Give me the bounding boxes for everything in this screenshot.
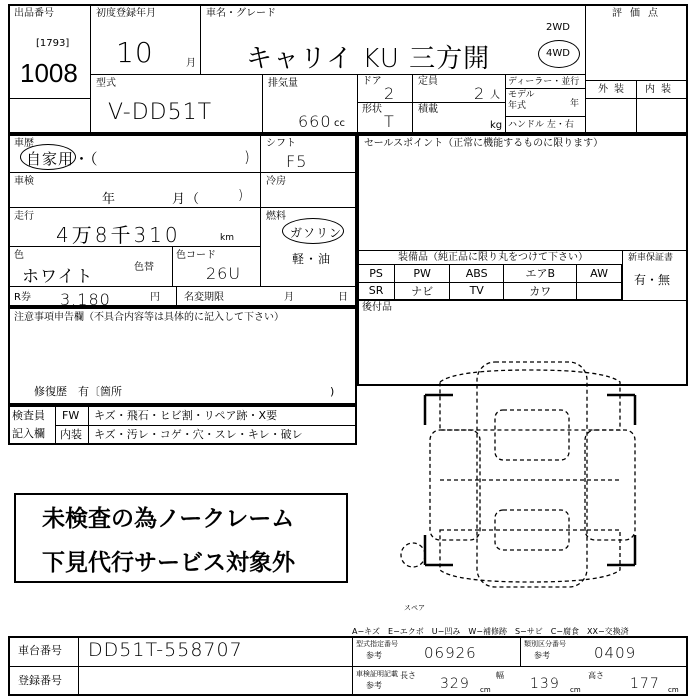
sales-point-label: セールスポイント（正常に機能するものに限ります） (364, 138, 604, 149)
length-label: 長さ (400, 671, 416, 680)
repaint-label: 色替 (134, 262, 154, 273)
equip-leather: カワ (504, 282, 577, 300)
model-year-label: モデル (508, 90, 535, 100)
lot-number-label: 出品番号 (14, 8, 54, 19)
equip-tv: TV (449, 282, 503, 300)
divider (357, 74, 358, 134)
drive-4wd-circle (538, 40, 580, 68)
car-rear-outline (440, 530, 620, 582)
stamp-line2: 下見代行サービス対象外 (42, 549, 295, 575)
divider (520, 636, 521, 666)
equip-empty (577, 282, 622, 300)
recycle-value: 3,180 (60, 290, 111, 309)
divider (636, 80, 637, 134)
warranty-value: 有・無 (634, 273, 671, 287)
divider (585, 4, 586, 134)
length-value: 329 (440, 676, 470, 692)
chassis-label: 車台番号 (18, 644, 62, 657)
shift-value: F5 (286, 152, 308, 171)
capacity-unit: 人 (490, 90, 500, 101)
equip-ps: PS (358, 265, 395, 283)
int-text: キズ・汚レ・コゲ・穴・スレ・キレ・破レ (94, 428, 303, 441)
height-value: 177 (630, 676, 660, 692)
fuel-diesel: 軽・油 (292, 252, 332, 266)
color-value: ホワイト (22, 267, 94, 287)
color-code-label: 色コード (176, 250, 216, 261)
equip-sr: SR (358, 282, 395, 300)
inspection-label: 車検 (14, 176, 34, 187)
capacity-label: 定員 (418, 76, 438, 87)
damage-legend: A−キズ E−エクボ U−凹み W−補修跡 S−サビ C−腐食 XX−交換済 (352, 627, 629, 636)
exterior-label: 外装 (598, 84, 630, 95)
divider (412, 74, 413, 134)
divider (357, 300, 688, 301)
equip-navi: ナビ (395, 282, 450, 300)
fw-text: キズ・飛石・ヒビ割・リペア跡・X要 (94, 409, 278, 422)
door-label: ドア (362, 76, 382, 87)
month-unit: 月 (186, 58, 196, 69)
mileage-value: 4万8千310 (56, 223, 181, 247)
fuel-gas: ガソリン (290, 226, 343, 240)
vin-label: 参考 (366, 681, 382, 690)
ac-label: 冷房 (266, 176, 286, 187)
divider (78, 636, 79, 696)
first-registration-label: 初度登録年月 (96, 8, 156, 19)
lot-number: 1008 (20, 58, 78, 88)
kg-unit: kg (490, 120, 503, 131)
reg-label: 登録番号 (18, 674, 62, 687)
divider (352, 636, 353, 696)
divider (8, 207, 357, 208)
corner-mark (425, 395, 453, 425)
divider (8, 666, 688, 667)
fuel-label: 燃料 (266, 211, 286, 222)
recycle-label: R券 (14, 292, 31, 303)
model-year-label: 年式 (508, 101, 527, 111)
dealer-label: ディーラー・並行 (508, 77, 580, 87)
inspector-label: 記入欄 (12, 427, 45, 440)
divider (200, 4, 201, 74)
mileage-label: 走行 (14, 211, 34, 222)
cc-unit: cc (334, 118, 345, 129)
after-parts-label: 後付品 (362, 302, 392, 313)
equip-pw: PW (395, 265, 450, 283)
equip-abs: ABS (449, 265, 503, 283)
type-cert-value: 06926 (424, 644, 477, 662)
inspection-close: ) (238, 188, 245, 203)
drive-4wd: 4WD (546, 48, 570, 59)
divider (585, 98, 688, 99)
type-cert-label: 参考 (366, 651, 382, 660)
history-close: ) (244, 148, 251, 166)
type-cert-label: 型式指定番号 (356, 640, 398, 648)
divider (505, 88, 585, 89)
divider (172, 246, 173, 286)
int-label: 内装 (60, 428, 82, 441)
vin-label: 車検証明記載 (356, 670, 398, 678)
equip-aw: AW (577, 265, 622, 283)
repair-close: ) (330, 385, 335, 398)
load-label: 積載 (418, 104, 438, 115)
handle-label: ハンドル 左・右 (508, 120, 574, 130)
history-label: 車歴 (14, 138, 34, 149)
fw-label: FW (62, 409, 80, 422)
equipment-grid (357, 264, 622, 300)
equipment-label: 装備品（純正品に限り丸をつけて下さい） (398, 252, 588, 263)
color-code-value: 26U (206, 264, 242, 283)
divider (622, 250, 623, 300)
model-label: 型式 (96, 78, 116, 89)
yen-unit: 円 (150, 292, 160, 303)
divider (176, 286, 177, 307)
divider (505, 116, 585, 117)
drive-2wd: 2WD (546, 22, 570, 33)
capacity-value: 2 (474, 84, 486, 103)
divider (262, 74, 263, 134)
class-label: 参考 (534, 651, 550, 660)
cm-unit: cm (480, 686, 491, 694)
name-change-day: 日 (338, 292, 348, 303)
repair-label: 修復歴 有〔箇所 (34, 385, 122, 398)
name-change-month: 月 (284, 292, 294, 303)
year-unit: 年 (570, 99, 580, 109)
shape-value: T (384, 112, 395, 131)
first-registration-value: 10 (116, 36, 154, 69)
spare-label: スペア (404, 604, 425, 612)
class-value: 0409 (594, 644, 637, 662)
cm-unit: cm (668, 686, 679, 694)
car-diagram (395, 350, 665, 610)
divider (90, 4, 91, 134)
shift-label: シフト (266, 138, 296, 149)
stamp-line1: 未検査の為ノークレーム (42, 505, 295, 531)
displacement-label: 排気量 (268, 78, 298, 89)
width-value: 139 (530, 676, 560, 692)
divider (55, 425, 357, 426)
width-label: 幅 (496, 671, 504, 680)
notes-label: 注意事項申告欄（不具合内容等は具体的に記入して下さい） (14, 312, 284, 323)
divider (8, 172, 357, 173)
displacement-value: 660 (298, 112, 332, 131)
name-change-label: 名変期限 (184, 292, 224, 303)
inspection-month-unit: 月（ (172, 192, 201, 207)
door-value: 2 (384, 84, 396, 103)
windshield (495, 410, 569, 460)
inspector-label: 検査員 (12, 409, 45, 422)
history-circle (20, 144, 76, 170)
lot-number-small: [1793] (36, 38, 70, 49)
height-label: 高さ (588, 671, 604, 680)
score-label: 評価点 (612, 8, 666, 19)
interior-label: 内装 (645, 84, 677, 95)
model-value: V-DD51T (108, 100, 213, 125)
corner-mark (607, 395, 635, 425)
right-side (585, 430, 635, 540)
km-unit: km (220, 233, 234, 243)
divider (8, 98, 90, 99)
fuel-circle (282, 218, 344, 244)
cm-unit: cm (570, 686, 581, 694)
warranty-label: 新車保証書 (628, 253, 674, 263)
divider (505, 74, 506, 134)
left-side (430, 430, 480, 540)
class-label: 類別区分番号 (524, 640, 566, 648)
color-label: 色 (14, 250, 24, 261)
spare-tire (401, 543, 425, 567)
inspection-year-unit: 年 (102, 192, 117, 207)
equip-airbag: エアB (504, 265, 577, 283)
shape-label: 形状 (362, 104, 382, 115)
divider (357, 250, 688, 251)
name-grade-label: 車名・グレード (206, 8, 276, 19)
name-grade-value: キャリイ KU 三方開 (246, 44, 491, 74)
car-front-outline (440, 370, 620, 430)
divider (260, 134, 261, 286)
chassis-value: DD51T-558707 (88, 639, 243, 661)
car-body-outline (477, 362, 587, 587)
history-value: 自家用・（ (26, 150, 99, 168)
